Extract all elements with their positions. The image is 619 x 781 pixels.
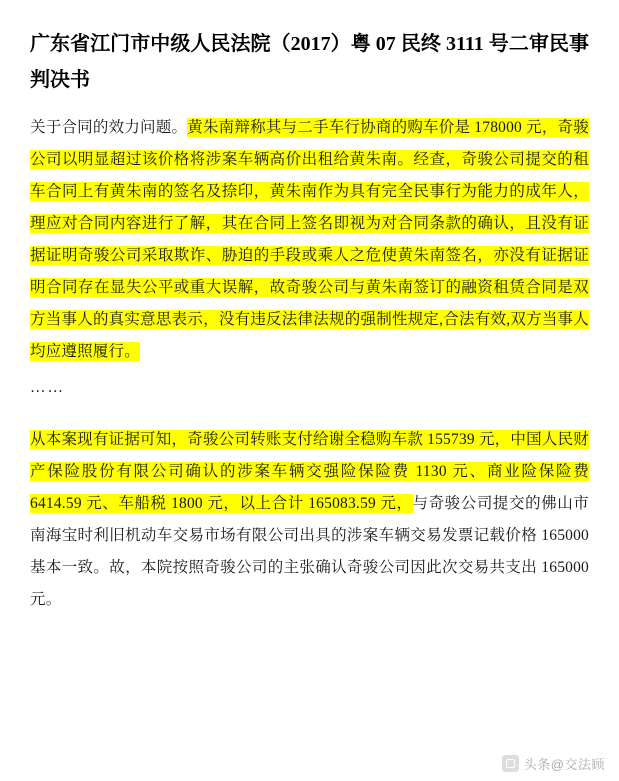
watermark-label: 头条@交法顾 bbox=[523, 757, 605, 772]
highlighted-text-1: 黄朱南辩称其与二手车行协商的购车价是 178000 元，奇骏公司以明显超过该价格将涉案车辆高价出租给黄朱南。经查，奇骏公司提交的租车合同上有黄朱南的签名及捺印，黄朱南作为具有完全民事行为能力的成年人，理应对合同内容进行了解，其在合同上签名即视为对合同条款的确认，且没有证据证明奇骏公司采取欺诈、胁迫的手段或乘人之危使黄朱南签名，亦没有证据证明合同存在显失公平或重大误解，故奇骏公司与黄朱南签订的融资租赁合同是双方当事人的真实意思表示，没有违反法律法规的强制性规定,合法有效,双方当事人均应遵照履行。 bbox=[30, 119, 589, 360]
paragraph-lead-text: 关于合同的效力问题。 bbox=[30, 119, 188, 136]
paragraph-gap bbox=[30, 406, 589, 424]
toutiao-icon bbox=[502, 755, 519, 772]
page-title: 广东省江门市中级人民法院（2017）粤 07 民终 3111 号二审民事判决书 bbox=[30, 33, 589, 91]
paragraph-tail-text: 与奇骏公司提交的佛山市南海宝时利旧机动车交易市场有限公司出具的涉案车辆交易发票记载价格 165000 基本一致。故，本院按照奇骏公司的主张确认奇骏公司因此次交易共支出 165000 元。 bbox=[30, 495, 590, 608]
highlighted-text-2: 从本案现有证据可知，奇骏公司转账支付给谢全稳购车款 155739 元，中国人民财产保险股份有限公司确认的涉案车辆交强险保险费 1130 元、商业险保险费 6414.59 元、车船税 1800 元，以上合计 165083.59 元， bbox=[30, 431, 589, 512]
watermark bbox=[502, 754, 605, 773]
ellipsis-separator: …… bbox=[30, 379, 65, 396]
paragraph-evidence-costs bbox=[30, 424, 589, 616]
paragraph-contract-validity bbox=[30, 112, 589, 368]
